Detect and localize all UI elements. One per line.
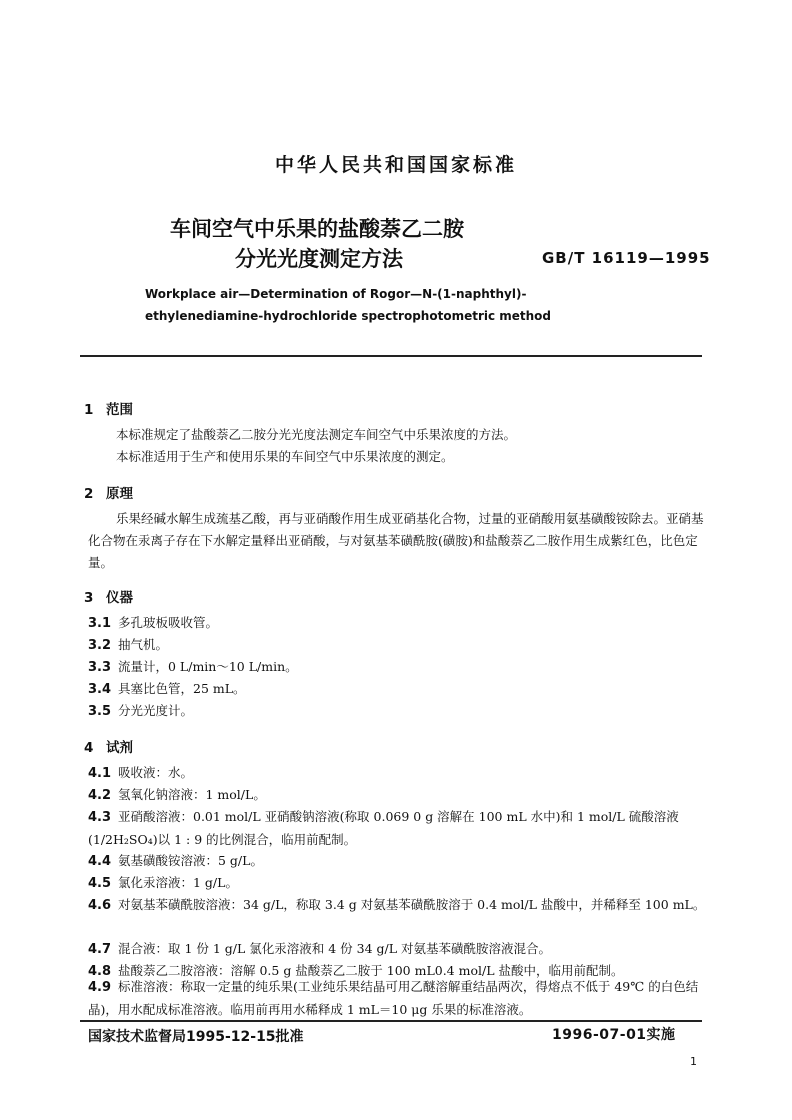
list-item (88, 806, 708, 851)
section-3-title: 仪器 (106, 590, 133, 606)
page-number: 1 (690, 1055, 697, 1068)
item-number: 3.3 (88, 660, 112, 675)
list-item (88, 612, 708, 635)
english-title-line1: Workplace air—Determination of Rogor—N-(1-naphthyl)- (145, 287, 527, 301)
item-text: 盐酸萘乙二胺溶液：溶解 0.5 g 盐酸萘乙二胺于 100 mL0.4 mol/L 盐酸中，临用前配制。 (118, 963, 624, 978)
item-text: 多孔玻板吸收管。 (118, 615, 219, 630)
item-text: 氯化汞溶液：1 g/L。 (118, 875, 238, 890)
list-item (88, 976, 708, 1021)
section-4-heading (84, 736, 133, 756)
list-item (88, 784, 708, 807)
item-text: 具塞比色管，25 mL。 (118, 681, 246, 696)
list-item (88, 656, 708, 679)
header-divider (80, 355, 702, 357)
section-2-paragraph: 乐果经碱水解生成巯基乙酸，再与亚硝酸作用生成亚硝基化合物，过量的亚硝酸用氨基磺酸铵除去。亚硝基化合物在汞离子存在下水解定量释出亚硝酸，与对氨基苯磺酰胺(磺胺)和盐酸萘乙二胺作用生成紫红色，比色定量。 (88, 511, 704, 570)
item-number: 4.3 (88, 810, 112, 825)
item-number: 4.4 (88, 854, 112, 869)
item-number: 3.1 (88, 616, 112, 631)
list-item (88, 872, 708, 895)
document-title-line2: 分光光度测定方法 (235, 247, 403, 271)
section-3-number: 3 (84, 590, 94, 606)
item-text: 氢氧化钠溶液：1 mol/L。 (118, 787, 266, 802)
item-number: 4.6 (88, 898, 112, 913)
english-title-line2: ethylenediamine-hydrochloride spectrophotometric method (145, 309, 552, 323)
list-item (88, 700, 708, 723)
item-number: 4.1 (88, 766, 112, 781)
standard-type-heading: 中华人民共和国国家标准 (274, 154, 517, 176)
section-3-heading (84, 586, 133, 606)
item-text: 分光光度计。 (118, 703, 194, 718)
document-title-line1: 车间空气中乐果的盐酸萘乙二胺 (170, 217, 464, 241)
section-1-title: 范围 (106, 402, 133, 418)
list-item (88, 850, 708, 873)
footer-divider (80, 1020, 702, 1022)
item-text: 氨基磺酸铵溶液：5 g/L。 (118, 853, 263, 868)
item-number: 3.5 (88, 704, 112, 719)
section-2-title: 原理 (106, 486, 133, 502)
section-1-heading (84, 398, 133, 418)
section-1-number: 1 (84, 402, 94, 418)
item-text: 亚硝酸溶液：0.01 mol/L 亚硝酸钠溶液(称取 0.069 0 g 溶解在 100 mL 水中)和 1 mol/L 硫酸溶液(1/2H₂SO₄)以 1 : 9 的比例混合，临用前配制。 (88, 809, 679, 847)
list-item (88, 762, 708, 785)
item-number: 4.8 (88, 964, 112, 979)
section-2-number: 2 (84, 486, 94, 502)
item-number: 4.7 (88, 942, 112, 957)
item-text: 混合液：取 1 份 1 g/L 氯化汞溶液和 4 份 34 g/L 对氨基苯磺酰胺溶液混合。 (118, 941, 552, 956)
item-text: 流量计，0 L/min～10 L/min。 (118, 659, 298, 674)
list-item (88, 678, 708, 701)
item-number: 4.5 (88, 876, 112, 891)
list-item (88, 938, 708, 961)
section-1-paragraph-1: 本标准规定了盐酸萘乙二胺分光光度法测定车间空气中乐果浓度的方法。 (116, 427, 517, 442)
standard-number: GB/T 16119—1995 (542, 249, 711, 267)
list-item (88, 634, 708, 657)
item-text: 抽气机。 (118, 637, 169, 652)
approval-note: 国家技术监督局1995-12-15批准 (88, 1029, 304, 1045)
implementation-date: 1996-07-01实施 (552, 1027, 676, 1043)
item-number: 3.2 (88, 638, 112, 653)
item-text: 标准溶液：称取一定量的纯乐果(工业纯乐果结晶可用乙醚溶解重结晶两次，得熔点不低于 49℃ 的白色结晶)，用水配成标准溶液。临用前再用水稀释成 1 mL＝10 μg 乐果的标准溶液。 (88, 979, 699, 1017)
list-item (88, 894, 708, 917)
section-4-title: 试剂 (106, 740, 133, 756)
section-1-paragraph-2: 本标准适用于生产和使用乐果的车间空气中乐果浓度的测定。 (116, 449, 454, 464)
item-text: 吸收液：水。 (118, 765, 194, 780)
section-2-heading (84, 482, 133, 502)
section-4-number: 4 (84, 740, 94, 756)
item-text: 对氨基苯磺酰胺溶液：34 g/L，称取 3.4 g 对氨基苯磺酰胺溶于 0.4 mol/L 盐酸中，并稀释至 100 mL。 (118, 897, 706, 912)
item-number: 3.4 (88, 682, 112, 697)
item-number: 4.9 (88, 980, 112, 995)
item-number: 4.2 (88, 788, 112, 803)
